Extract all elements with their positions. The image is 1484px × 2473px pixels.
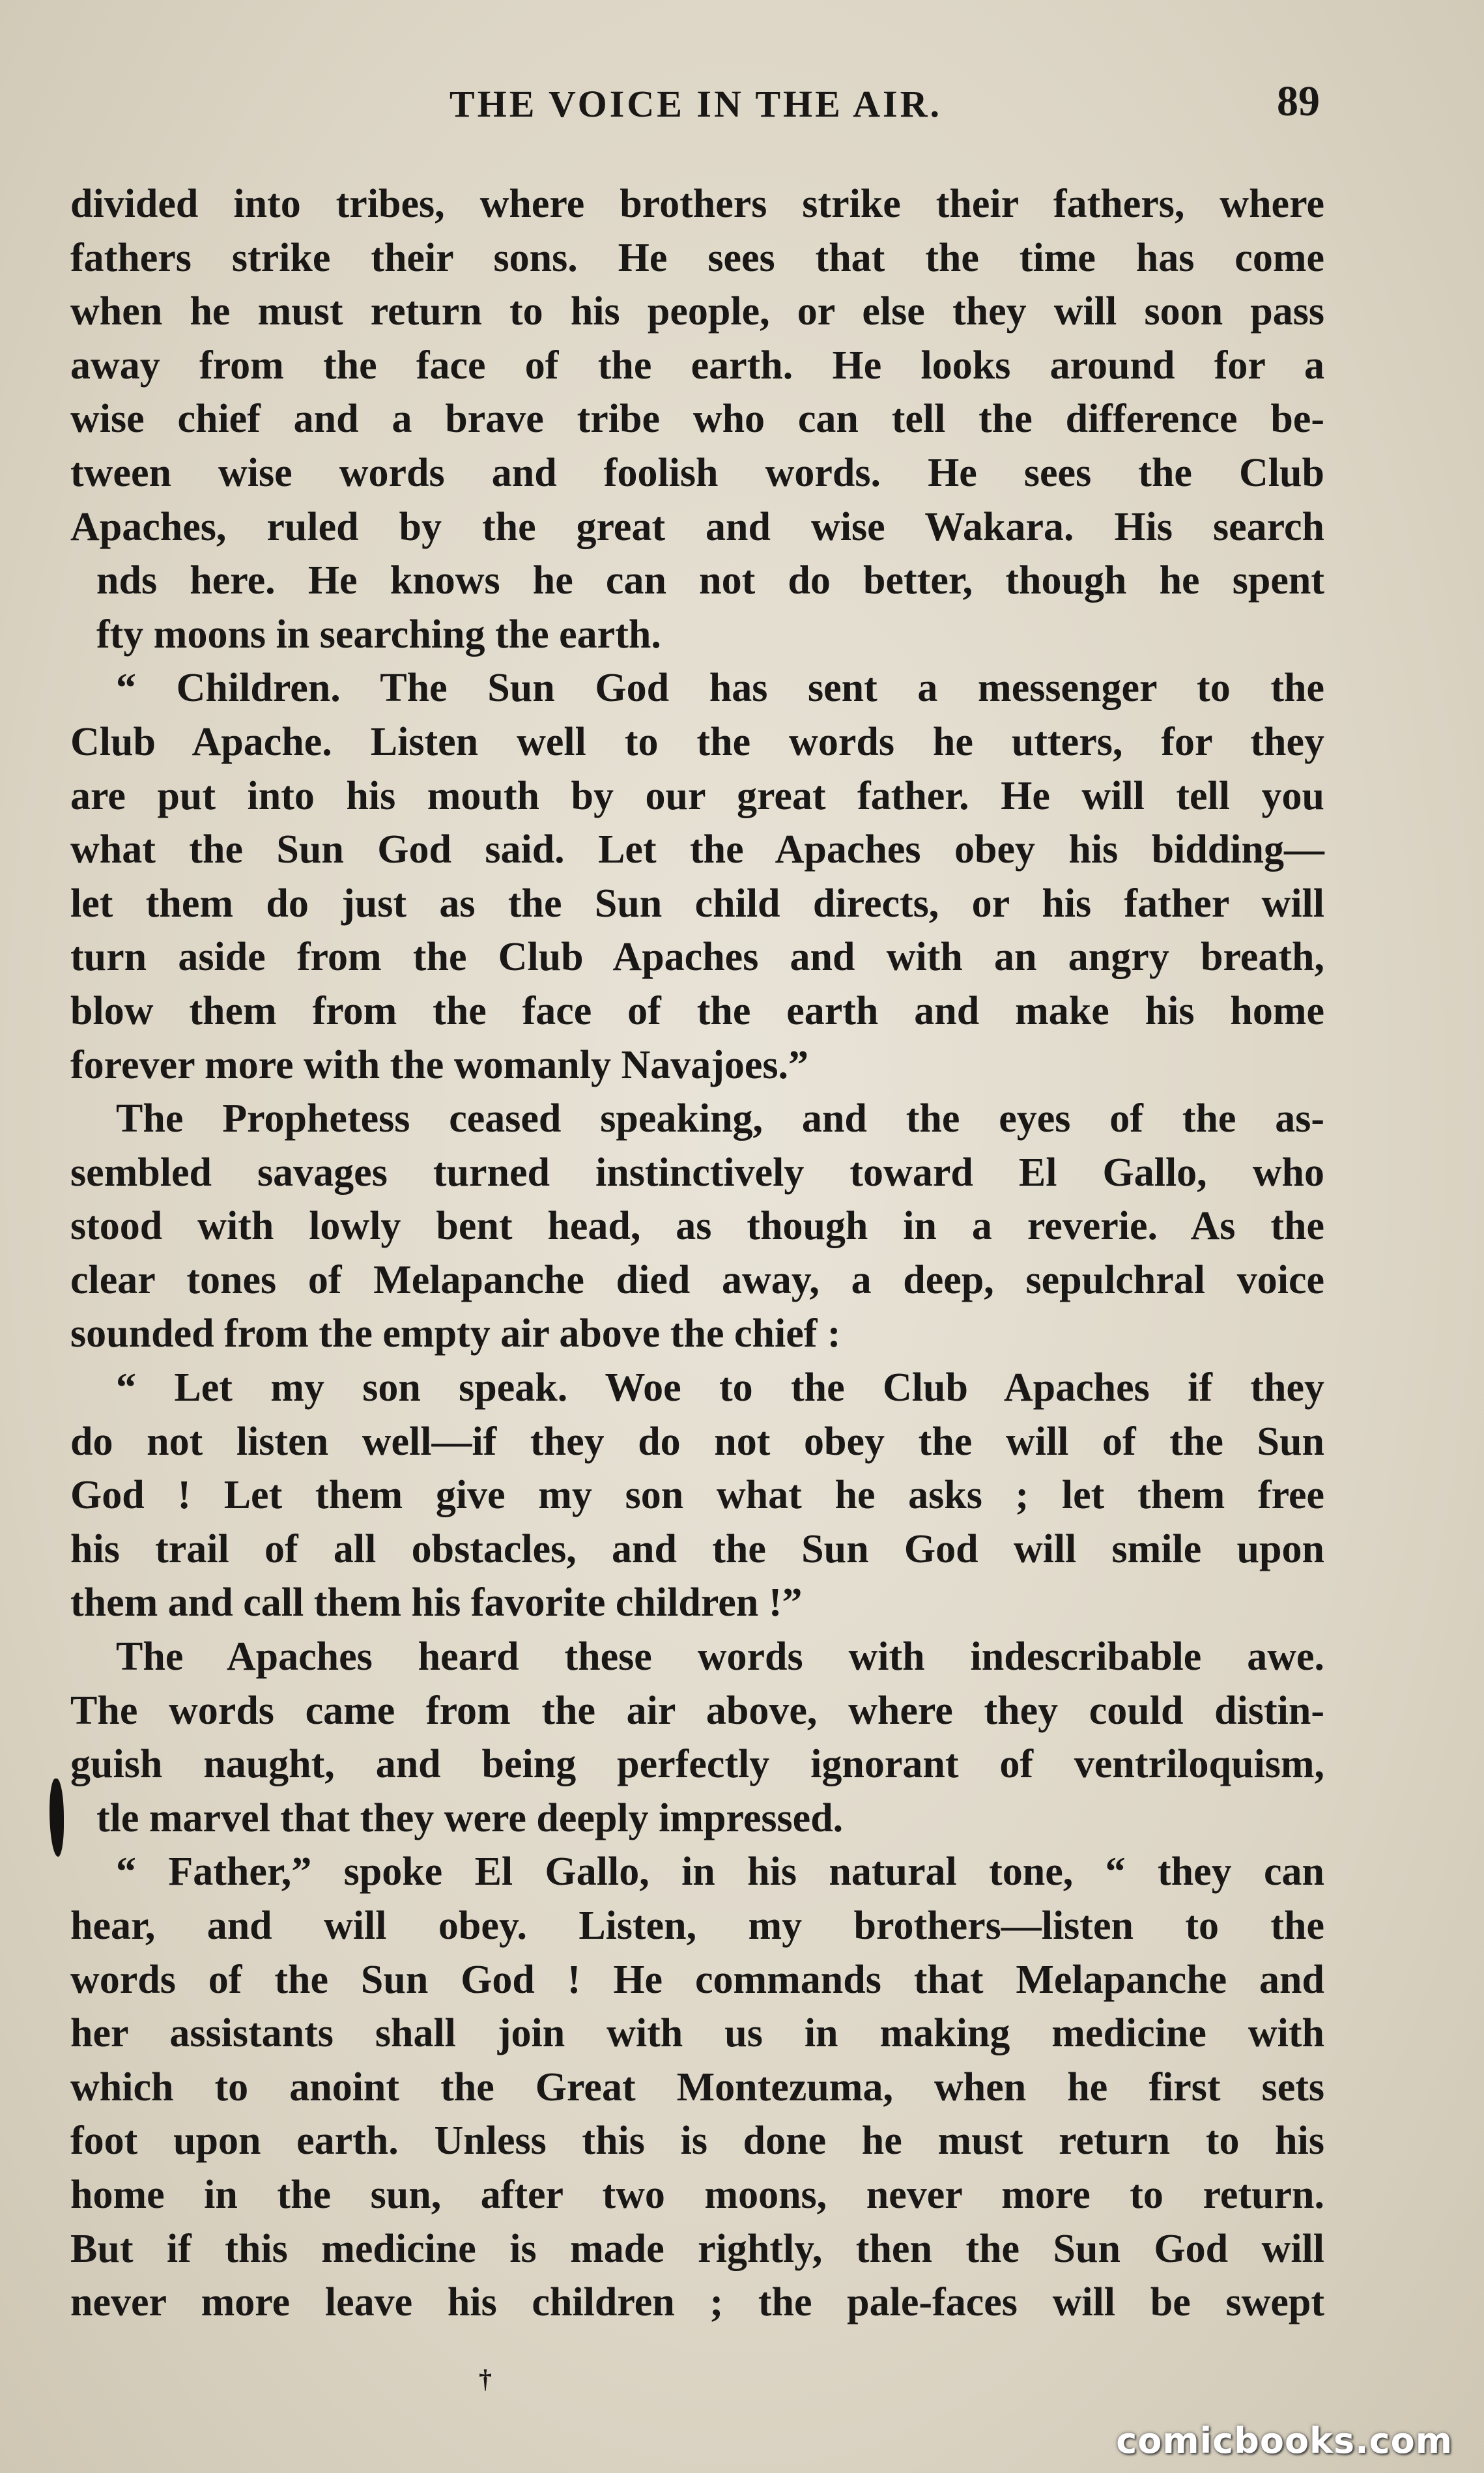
text-line: never more leave his children ; the pale-faces will be swept	[70, 2280, 1324, 2325]
text-line: turn aside from the Club Apaches and with an angry breath,	[70, 935, 1324, 980]
watermark: comicbooks.com	[1116, 2420, 1453, 2461]
text-line: divided into tribes, where brothers strike their fathers, where	[70, 182, 1324, 226]
text-line: The Apaches heard these words with indescribable awe.	[116, 1635, 1324, 1680]
text-line: sembled savages turned instinctively toward El Gallo, who	[70, 1150, 1324, 1195]
page-number: 89	[1277, 78, 1320, 125]
text-line: nds here. He knows he can not do better, though he spent	[96, 558, 1324, 603]
text-line: “ Father,” spoke El Gallo, in his natural tone, “ they can	[116, 1850, 1324, 1894]
text-line: sounded from the empty air above the chief :	[70, 1311, 841, 1356]
text-line: fty moons in searching the earth.	[96, 612, 661, 657]
body-text	[70, 177, 1324, 2330]
text-line: “ Children. The Sun God has sent a messenger to the	[116, 666, 1324, 711]
text-line: which to anoint the Great Montezuma, when he first sets	[70, 2065, 1324, 2109]
text-line: away from the face of the earth. He looks around for a	[70, 343, 1324, 388]
text-line: But if this medicine is made rightly, then the Sun God will	[70, 2226, 1324, 2271]
text-line: The Prophetess ceased speaking, and the eyes of the as-	[116, 1096, 1324, 1141]
running-title: THE VOICE IN THE AIR.	[449, 83, 942, 125]
text-line: fathers strike their sons. He sees that the time has come	[70, 235, 1324, 280]
text-line: tle marvel that they were deeply impressed.	[96, 1795, 844, 1840]
text-line: are put into his mouth by our great father. He will tell you	[70, 773, 1324, 818]
text-line: wise chief and a brave tribe who can tell the difference be-	[70, 397, 1324, 442]
text-line: her assistants shall join with us in making medicine with	[70, 2011, 1324, 2056]
text-line: tween wise words and foolish words. He sees the Club	[70, 450, 1324, 495]
text-line: The words came from the air above, where they could distin-	[70, 1688, 1324, 1733]
text-line: “ Let my son speak. Woe to the Club Apaches if they	[116, 1365, 1324, 1410]
text-line: his trail of all obstacles, and the Sun God will smile upon	[70, 1526, 1324, 1571]
text-line: guish naught, and being perfectly ignorant of ventriloquism,	[70, 1742, 1324, 1787]
text-line: forever more with the womanly Navajoes.”	[70, 1042, 809, 1087]
text-line: do not listen well—if they do not obey the will of the Sun	[70, 1419, 1324, 1464]
text-line: Club Apache. Listen well to the words he utters, for they	[70, 719, 1324, 764]
text-line: let them do just as the Sun child directs, or his father will	[70, 881, 1324, 926]
ink-blot-mark	[50, 1779, 64, 1857]
text-line: what the Sun God said. Let the Apaches obey his bidding—	[70, 827, 1324, 872]
text-line: home in the sun, after two moons, never more to return.	[70, 2172, 1324, 2217]
text-line: God ! Let them give my son what he asks ; let them free	[70, 1473, 1324, 1518]
text-line: blow them from the face of the earth and make his home	[70, 988, 1324, 1033]
text-line: stood with lowly bent head, as though in a reverie. As the	[70, 1204, 1324, 1249]
signature-mark: †	[479, 2364, 492, 2394]
text-line: words of the Sun God ! He commands that Melapanche and	[70, 1957, 1324, 2002]
text-line: foot upon earth. Unless this is done he must return to his	[70, 2119, 1324, 2164]
text-line: them and call them his favorite children !”	[70, 1580, 803, 1625]
text-line: Apaches, ruled by the great and wise Wakara. His search	[70, 504, 1324, 549]
text-line: clear tones of Melapanche died away, a deep, sepulchral voice	[70, 1257, 1324, 1302]
text-line: hear, and will obey. Listen, my brothers—listen to the	[70, 1904, 1324, 1948]
page-header	[0, 77, 1484, 136]
text-line: when he must return to his people, or else they will soon pass	[70, 289, 1324, 334]
